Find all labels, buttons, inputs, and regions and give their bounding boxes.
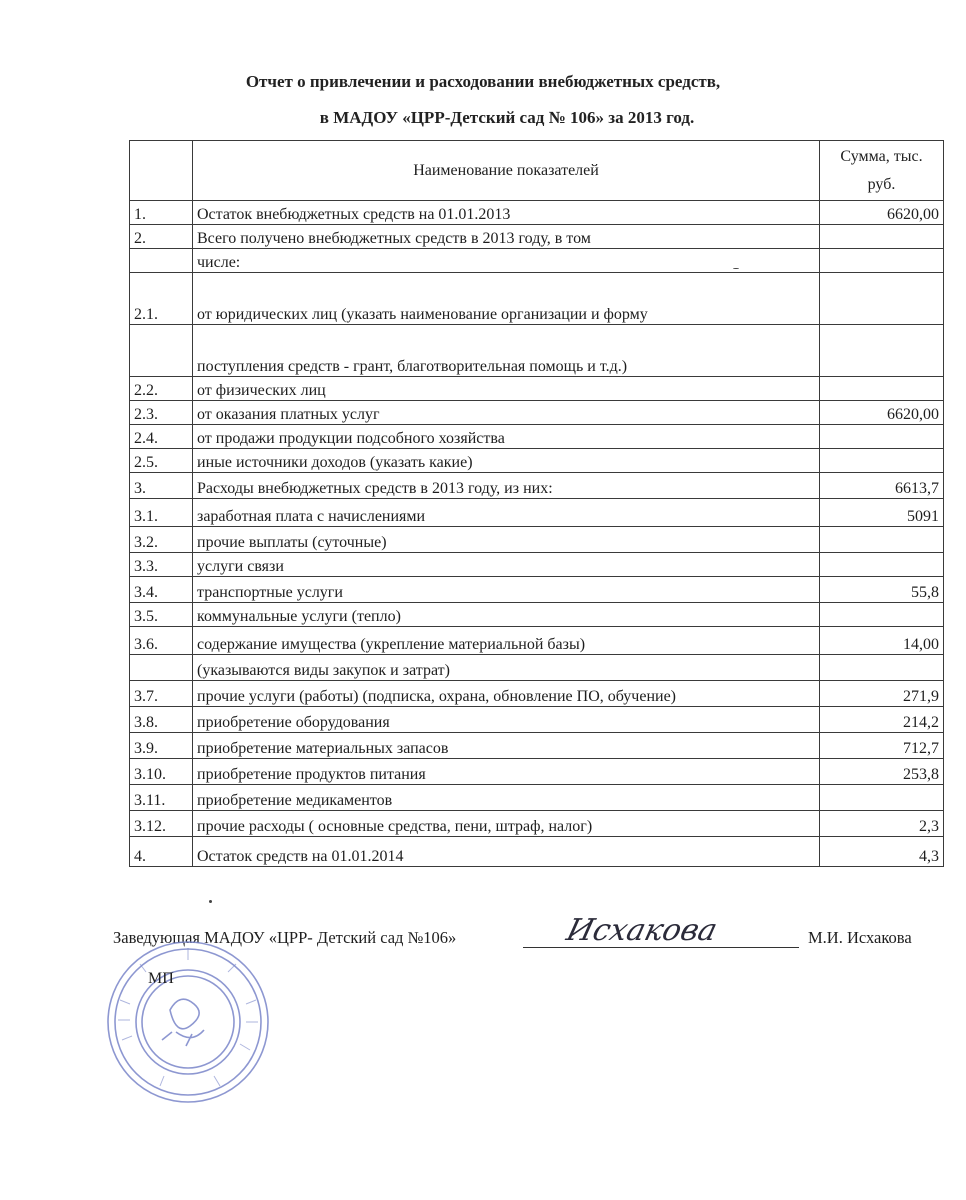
row-name-cell: Остаток внебюджетных средств на 01.01.2013 bbox=[193, 201, 820, 225]
row-number-cell: 3.7. bbox=[130, 681, 193, 707]
row-sum-cell bbox=[820, 785, 944, 811]
row-number-cell: 1. bbox=[130, 201, 193, 225]
row-number-cell: 3.10. bbox=[130, 759, 193, 785]
row-sum-cell: 55,8 bbox=[820, 577, 944, 603]
row-name-cell: приобретение материальных запасов bbox=[193, 733, 820, 759]
header-name-cell: Наименование показателей bbox=[193, 141, 820, 201]
table-row bbox=[130, 733, 944, 759]
row-name-cell: Расходы внебюджетных средств в 2013 году, из них: bbox=[193, 473, 820, 499]
row-name-cell: приобретение оборудования bbox=[193, 707, 820, 733]
row-sum-cell: 253,8 bbox=[820, 759, 944, 785]
row-number-cell: 3.5. bbox=[130, 603, 193, 627]
row-number-cell: 3.1. bbox=[130, 499, 193, 527]
row-name-cell: приобретение продуктов питания bbox=[193, 759, 820, 785]
row-sum-cell: 14,00 bbox=[820, 627, 944, 655]
row-name-cell: числе: bbox=[193, 249, 820, 273]
table-row bbox=[130, 473, 944, 499]
row-sum-cell: 5091 bbox=[820, 499, 944, 527]
row-sum-cell bbox=[820, 377, 944, 401]
row-name-cell: приобретение медикаментов bbox=[193, 785, 820, 811]
row-number-cell: 3.8. bbox=[130, 707, 193, 733]
row-number-cell: 3.11. bbox=[130, 785, 193, 811]
row-name-cell: Остаток средств на 01.01.2014 bbox=[193, 837, 820, 867]
row-sum-cell bbox=[820, 249, 944, 273]
row-number-cell: 3.2. bbox=[130, 527, 193, 553]
row-number-cell: 2.1. bbox=[130, 273, 193, 325]
row-name-cell: прочие выплаты (суточные) bbox=[193, 527, 820, 553]
table-row bbox=[130, 627, 944, 655]
row-sum-cell: 6620,00 bbox=[820, 201, 944, 225]
row-sum-cell bbox=[820, 655, 944, 681]
table-row bbox=[130, 325, 944, 377]
table-row bbox=[130, 201, 944, 225]
row-number-cell bbox=[130, 655, 193, 681]
table-row bbox=[130, 785, 944, 811]
row-number-cell: 3. bbox=[130, 473, 193, 499]
row-sum-cell: 6613,7 bbox=[820, 473, 944, 499]
scan-speck bbox=[733, 268, 739, 269]
row-name-cell: (указываются виды закупок и затрат) bbox=[193, 655, 820, 681]
header-num-cell bbox=[130, 141, 193, 201]
row-sum-cell: 2,3 bbox=[820, 811, 944, 837]
table-row bbox=[130, 681, 944, 707]
row-sum-cell: 712,7 bbox=[820, 733, 944, 759]
row-number-cell: 2. bbox=[130, 225, 193, 249]
mp-label: МП bbox=[148, 970, 174, 987]
report-table bbox=[129, 140, 944, 867]
row-number-cell bbox=[130, 325, 193, 377]
row-number-cell: 4. bbox=[130, 837, 193, 867]
header-sum-line-1: Сумма, тыс. bbox=[840, 147, 923, 165]
svg-text:Исхакова: Исхакова bbox=[563, 913, 721, 948]
row-sum-cell bbox=[820, 603, 944, 627]
row-number-cell: 3.6. bbox=[130, 627, 193, 655]
row-name-cell: прочие расходы ( основные средства, пени, штраф, налог) bbox=[193, 811, 820, 837]
row-name-cell: от продажи продукции подсобного хозяйства bbox=[193, 425, 820, 449]
row-sum-cell: 4,3 bbox=[820, 837, 944, 867]
row-sum-cell bbox=[820, 225, 944, 249]
row-sum-cell bbox=[820, 527, 944, 553]
table-row bbox=[130, 553, 944, 577]
table-row bbox=[130, 425, 944, 449]
row-name-cell: услуги связи bbox=[193, 553, 820, 577]
table-row bbox=[130, 759, 944, 785]
row-name-cell: от оказания платных услуг bbox=[193, 401, 820, 425]
table-row bbox=[130, 225, 944, 249]
row-name-cell: содержание имущества (укрепление материальной базы) bbox=[193, 627, 820, 655]
row-sum-cell bbox=[820, 425, 944, 449]
row-number-cell: 2.4. bbox=[130, 425, 193, 449]
row-sum-cell bbox=[820, 325, 944, 377]
table-row bbox=[130, 401, 944, 425]
table-row bbox=[130, 449, 944, 473]
header-sum-cell bbox=[820, 141, 944, 201]
table-row bbox=[130, 499, 944, 527]
row-name-cell: прочие услуги (работы) (подписка, охрана, обновление ПО, обучение) bbox=[193, 681, 820, 707]
row-name-cell: транспортные услуги bbox=[193, 577, 820, 603]
table-row bbox=[130, 811, 944, 837]
handwritten-signature bbox=[560, 904, 780, 954]
row-number-cell: 3.3. bbox=[130, 553, 193, 577]
row-name-cell: от юридических лиц (указать наименование организации и форму bbox=[193, 273, 820, 325]
row-sum-cell: 6620,00 bbox=[820, 401, 944, 425]
table-row bbox=[130, 527, 944, 553]
row-number-cell: 3.9. bbox=[130, 733, 193, 759]
row-name-cell: иные источники доходов (указать какие) bbox=[193, 449, 820, 473]
report-title-line-1: Отчет о привлечении и расходовании внебюджетных средств, bbox=[245, 72, 721, 91]
row-number-cell bbox=[130, 249, 193, 273]
table-row bbox=[130, 577, 944, 603]
row-sum-cell bbox=[820, 553, 944, 577]
row-sum-cell: 214,2 bbox=[820, 707, 944, 733]
table-row bbox=[130, 707, 944, 733]
table-row bbox=[130, 655, 944, 681]
table-row bbox=[130, 603, 944, 627]
row-name-cell: от физических лиц bbox=[193, 377, 820, 401]
row-sum-cell bbox=[820, 273, 944, 325]
row-name-cell: коммунальные услуги (тепло) bbox=[193, 603, 820, 627]
table-row bbox=[130, 249, 944, 273]
row-number-cell: 3.4. bbox=[130, 577, 193, 603]
table-header-row bbox=[130, 141, 944, 201]
row-number-cell: 2.2. bbox=[130, 377, 193, 401]
row-name-cell: поступления средств - грант, благотворительная помощь и т.д.) bbox=[193, 325, 820, 377]
round-seal-stamp bbox=[100, 940, 290, 1110]
table-row bbox=[130, 377, 944, 401]
row-name-cell: заработная плата с начислениями bbox=[193, 499, 820, 527]
table-row bbox=[130, 837, 944, 867]
table-row bbox=[130, 273, 944, 325]
row-number-cell: 2.5. bbox=[130, 449, 193, 473]
row-sum-cell: 271,9 bbox=[820, 681, 944, 707]
row-number-cell: 3.12. bbox=[130, 811, 193, 837]
header-sum-line-2: руб. bbox=[867, 175, 896, 193]
row-sum-cell bbox=[820, 449, 944, 473]
signatory-name: М.И. Исхакова bbox=[808, 928, 912, 947]
row-number-cell: 2.3. bbox=[130, 401, 193, 425]
scan-speck bbox=[209, 900, 212, 903]
position-label: Заведующая МАДОУ «ЦРР- Детский сад №106» bbox=[113, 928, 457, 947]
report-title-line-2: в МАДОУ «ЦРР-Детский сад № 106» за 2013 год. bbox=[319, 108, 695, 127]
row-name-cell: Всего получено внебюджетных средств в 2013 году, в том bbox=[193, 225, 820, 249]
